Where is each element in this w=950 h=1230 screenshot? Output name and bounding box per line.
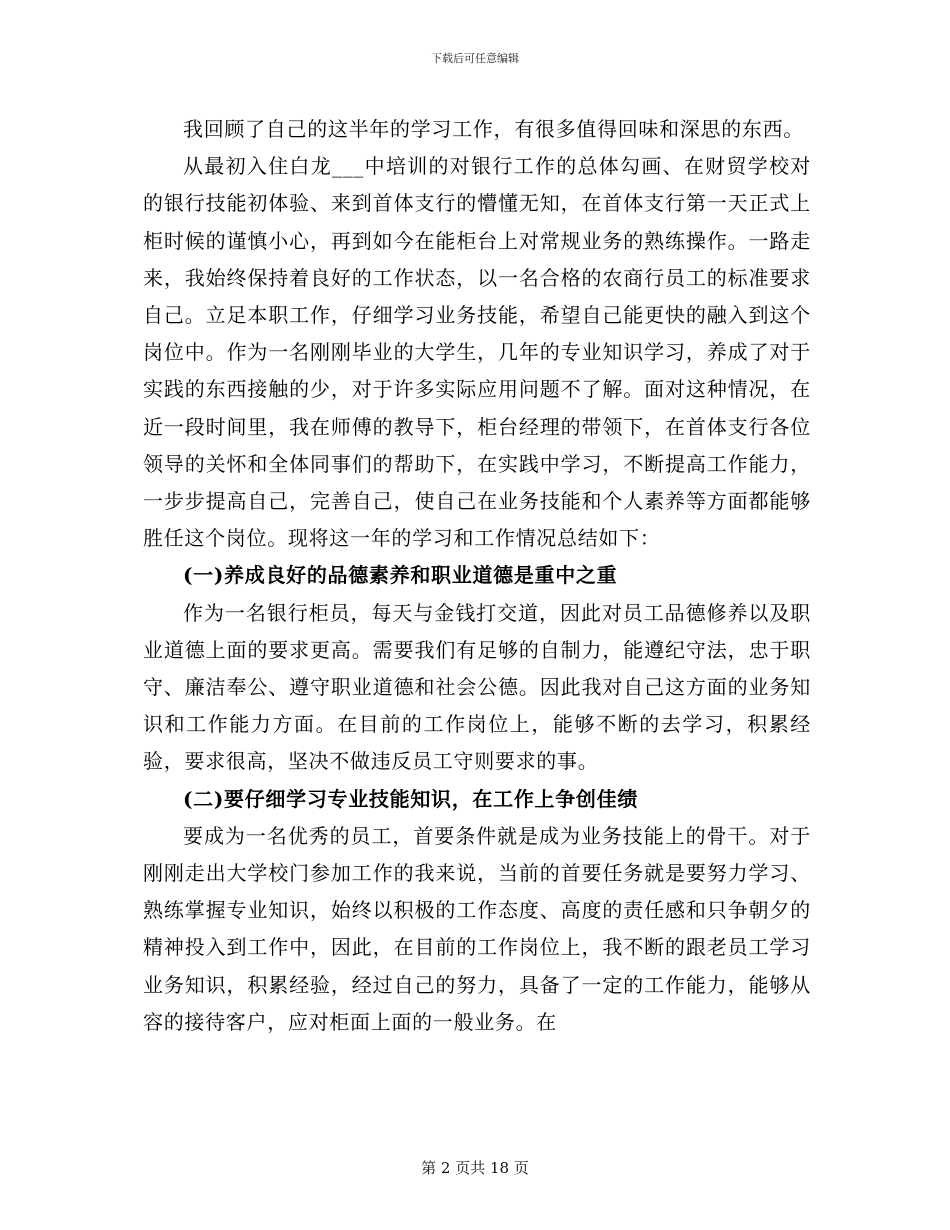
paragraph-intro: 我回顾了自己的这半年的学习工作，有很多值得回味和深思的东西。 xyxy=(183,117,804,141)
paragraph-skills: 要成为一名优秀的员工，首要条件就是成为业务技能上的骨干。对于刚刚走出大学校门参加工作的我来说，当前的首要任务就是要努力学习、熟练掌握专业知识，始终以积极的工作态度、高度的责任感和只争朝夕的精神投入到工作中，因此，在目前的工作岗位上，我不断的跟老员工学习业务知识，积累经验，经过自己的努力，具备了一定的工作能力，能够从容的接待客户，应对柜面上面的一般业务。在 xyxy=(143,823,811,1034)
page-number-footer: 第 2 页共 18 页 xyxy=(421,1159,529,1177)
page-header: 下载后可任意编辑 xyxy=(431,52,519,65)
section-heading-1: (一)养成良好的品德素养和职业道德是重中之重 xyxy=(183,563,618,588)
section-heading-2: (二)要仔细学习专业技能知识，在工作上争创佳绩 xyxy=(183,786,639,811)
paragraph-ethics: 作为一名银行柜员，每天与金钱打交道，因此对员工品德修养以及职业道德上面的要求更高。需要我们有足够的自制力，能遵纪守法，忠于职守、廉洁奉公、遵守职业道德和社会公德。因此我对自己这方面的业务知识和工作能力方面。在目前的工作岗位上，能够不断的去学习，积累经验，要求很高，坚决不做违反员工守则要求的事。 xyxy=(143,600,811,774)
document-body xyxy=(143,111,811,1041)
paragraph-review: 从最初入住白龙___中培训的对银行工作的总体勾画、在财贸学校对的银行技能初体验、来到首体支行的懵懂无知，在首体支行第一天正式上柜时候的谨慎小心，再到如今在能柜台上对常规业务的熟练操作。一路走来，我始终保持着良好的工作状态，以一名合格的农商行员工的标准要求自己。立足本职工作，仔细学习业务技能，希望自己能更快的融入到这个岗位中。作为一名刚刚毕业的大学生，几年的专业知识学习，养成了对于实践的东西接触的少，对于许多实际应用问题不了解。面对这种情况，在近一段时间里，我在师傅的教导下，柜台经理的带领下，在首体支行各位领导的关怀和全体同事们的帮助下，在实践中学习，不断提高工作能力，一步步提高自己，完善自己，使自己在业务技能和个人素养等方面都能够胜任这个岗位。现将这一年的学习和工作情况总结如下： xyxy=(143,154,811,551)
